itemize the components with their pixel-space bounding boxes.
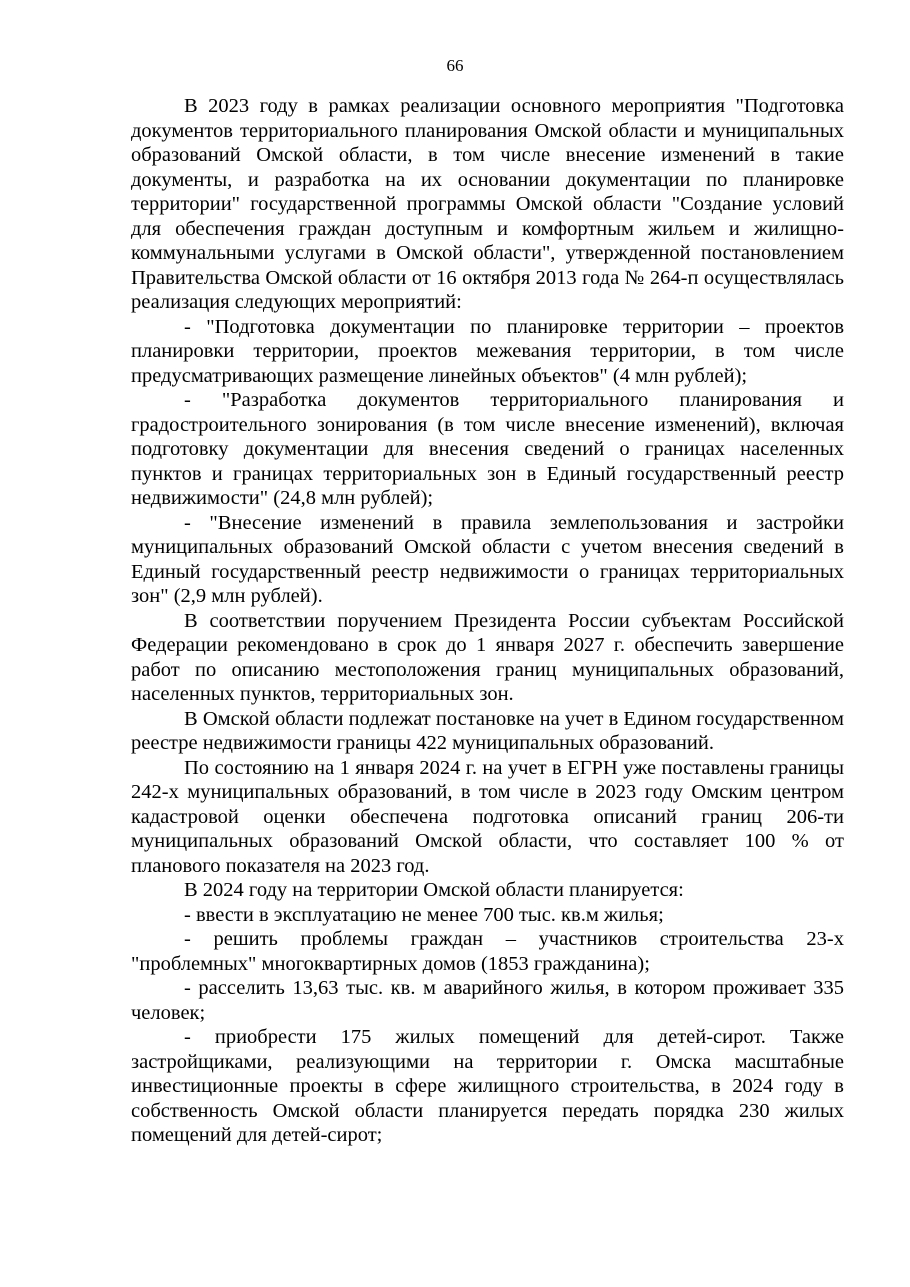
- paragraph-presidential-order: В соответствии поручением Президента России субъектам Российской Федерации рекомендовано в срок до 1 января 2027 г. обеспечить завершение работ по описанию местоположения границ муниципальных образований, населенных пунктов, территориальных зон.: [131, 609, 844, 705]
- list-item-orphan-housing: - приобрести 175 жилых помещений для детей-сирот. Также застройщиками, реализующими на территории г. Омска масштабные инвестиционные проекты в сфере жилищного строительства, в 2024 году в собственность Омской области планируется передать порядка 230 жилых помещений для детей-сирот;: [131, 1026, 844, 1146]
- list-item-problem-buildings: - решить проблемы граждан – участников строительства 23-х "проблемных" многоквартирных домов (1853 гражданина);: [131, 928, 844, 975]
- list-item-emergency-housing: - расселить 13,63 тыс. кв. м аварийного жилья, в котором проживает 335 человек;: [131, 977, 844, 1024]
- page-number: 66: [446, 56, 464, 75]
- list-item-land-use-rules: - "Внесение изменений в правила землепользования и застройки муниципальных образований Омской области с учетом внесения сведений в Единый государственный реестр недвижимости о границах территориальных зон" (2,9 млн рублей).: [131, 511, 844, 607]
- paragraph-program-intro: В 2023 году в рамках реализации основного мероприятия "Подготовка документов территориального планирования Омской области и муниципальных образований Омской области, в том числе внесение изменений в такие документы, и разработка на их основании документации по планировке территории" государственной программы Омской области "Создание условий для обеспечения граждан доступным и комфортным жильем и жилищно-коммунальными услугами в Омской области", утвержденной постановлением Правительства Омской области от 16 октября 2013 года № 264-п осуществлялась реализация следующих мероприятий:: [131, 95, 844, 313]
- list-item-planning-documentation: - "Подготовка документации по планировке территории – проектов планировки территории, проектов межевания территории, в том числе предусматривающих размещение линейных объектов" (4 млн рублей);: [131, 315, 844, 387]
- paragraph-egrn-status: По состоянию на 1 января 2024 г. на учет в ЕГРН уже поставлены границы 242-х муниципальных образований, в том числе в 2023 году Омским центром кадастровой оценки обеспечена подготовка описаний границ 206-ти муниципальных образований Омской области, что составляет 100 % от планового показателя на 2023 год.: [131, 756, 844, 877]
- paragraph-plans-2024: В 2024 году на территории Омской области планируется:: [184, 879, 684, 901]
- list-item-territorial-planning: - "Разработка документов территориального планирования и градостроительного зонирования (в том числе внесение изменений), включая подготовку документации для внесения сведений о границах населенных пунктов и границах территориальных зон в Единый государственный реестр недвижимости" (24,8 млн рублей);: [131, 389, 844, 509]
- list-item-housing-commissioning: - ввести в эксплуатацию не менее 700 тыс. кв.м жилья;: [184, 903, 664, 926]
- body-text: [131, 94, 844, 1148]
- paragraph-omsk-registration: В Омской области подлежат постановке на учет в Едином государственном реестре недвижимости границы 422 муниципальных образований.: [131, 707, 844, 754]
